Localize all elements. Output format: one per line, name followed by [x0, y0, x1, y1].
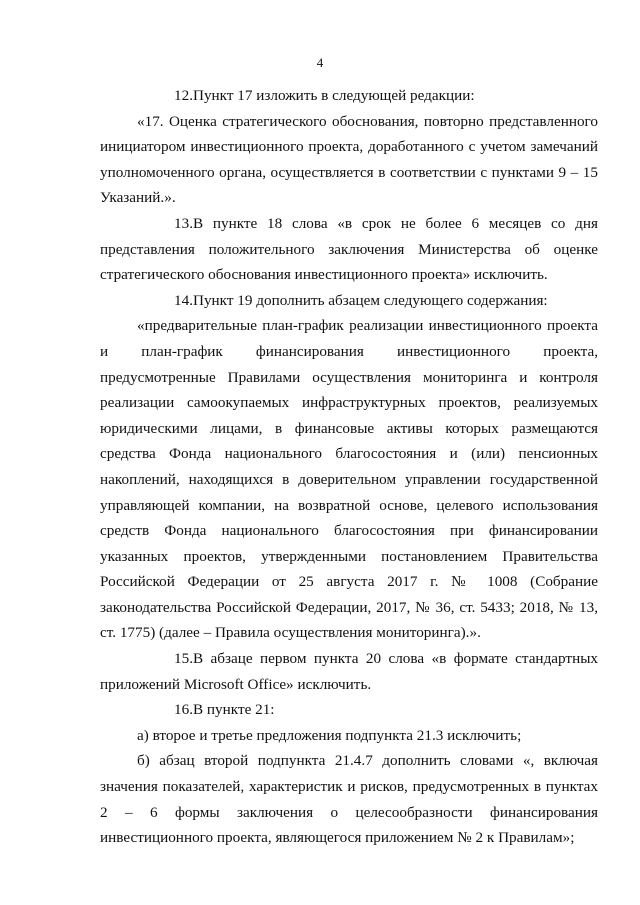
paragraph-number: 14.: [174, 291, 193, 309]
paragraph-13: [100, 211, 598, 288]
paragraph-15: [100, 646, 598, 697]
paragraph-text: б) абзац второй подпункта 21.4.7 дополнить словами «, включая значения показателей, характеристик и рисков, предусмотренных в пунктах 2 – 6 формы заключения о целесообразности финансирования инвестиционного проекта, являющегося приложением № 2 к Правилам»;: [100, 752, 598, 847]
paragraph-quote-17: [100, 109, 598, 211]
paragraph-number: 12.: [174, 87, 193, 104]
paragraph-number: 16.: [174, 701, 193, 719]
paragraph-text: В пункте 21:: [192, 701, 275, 719]
paragraph-number: 15.: [174, 650, 193, 668]
document-body: [100, 83, 598, 851]
paragraph-12: [100, 83, 598, 109]
paragraph-16: [100, 697, 598, 723]
paragraph-text: В абзаце первом пункта 20 слова «в формате стандартных приложений Microsoft Office» исключить.: [100, 650, 598, 693]
paragraph-text: «17. Оценка стратегического обоснования, повторно представленного инициатором инвестиционного проекта, доработанного с учетом замечаний уполномоченного органа, осуществляется в соответствии с пунктами 9 – 15 Указаний.».: [100, 112, 598, 207]
paragraph-text: В пункте 18 слова «в срок не более 6 месяцев со дня представления положительного заключения Министерства об оценке стратегического обоснования инвестиционного проекта» исключить.: [100, 214, 598, 284]
paragraph-quote-19: [100, 313, 598, 646]
paragraph-text: а) второе и третье предложения подпункта 21.3 исключить;: [137, 726, 522, 744]
page-number: 4: [316, 55, 324, 70]
paragraph-text: Пункт 19 дополнить абзацем следующего содержания:: [192, 291, 548, 309]
subparagraph-b: [100, 748, 598, 850]
paragraph-14: [100, 288, 598, 314]
paragraph-text: Пункт 17 изложить в следующей редакции:: [192, 87, 475, 104]
subparagraph-a: [100, 723, 598, 749]
paragraph-text: «предварительные план-график реализации инвестиционного проекта и план-график финансирования инвестиционного проекта, предусмотренные Правилами осуществления мониторинга и контроля реализации самоокупаемых инфраструктурных проектов, реализуемых юридическими лицами, в финансовые активы которых размещаются средства Фонда национального благосостояния и (или) пенсионных накоплений, находящихся в доверительном управлении государственной управляющей компании, на возвратной основе, целевого использования средств Фонда национального благосостояния при финансировании указанных проектов, утвержденными постановлением Правительства Российской Федерации от 25 августа 2017 г. № 1008 (Собрание законодательства Российской Федерации, 2017, № 36, ст. 5433; 2018, № 13, ст. 1775) (далее – Правила осуществления мониторинга).».: [100, 317, 598, 642]
paragraph-number: 13.: [174, 214, 193, 232]
